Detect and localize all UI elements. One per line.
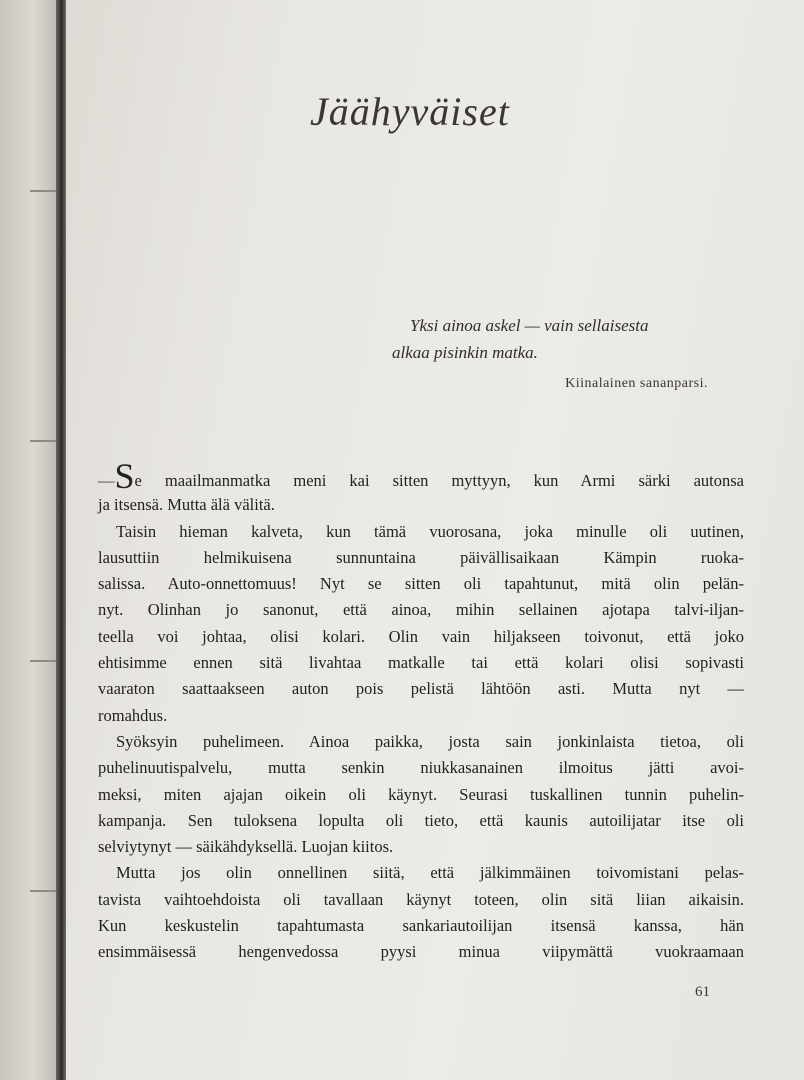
binding-stitch xyxy=(30,190,56,192)
text-line: ja itsensä. Mutta älä välitä. xyxy=(98,495,275,515)
epigraph xyxy=(392,312,712,366)
epigraph-line: Yksi ainoa askel — vain sellaisesta xyxy=(410,316,649,335)
text-line: Taisin hieman kalveta, kun tämä vuorosana, joka minulle oli uutinen, xyxy=(116,521,744,541)
binding-stitch xyxy=(30,440,56,442)
text-line: ensimmäisessä hengenvedossa pyysi minua viipymättä vuokraamaan xyxy=(98,942,744,962)
binding-stitch xyxy=(30,890,56,892)
text-line: ehtisimme ennen sitä livahtaa matkalle tai että kolari olisi sopivasti xyxy=(98,653,744,673)
text-line: nyt. Olinhan jo sanonut, että ainoa, mihin sellainen ajotapa talvi-iljan- xyxy=(98,600,744,620)
body-text xyxy=(98,456,744,966)
text-line: Mutta jos olin onnellinen siitä, että jälkimmäinen toivomistani pelas- xyxy=(116,863,744,883)
chapter-title: Jäähyväiset xyxy=(310,89,510,134)
text-line: salissa. Auto-onnettomuus! Nyt se sitten oli tapahtunut, mitä olin pelän- xyxy=(98,574,744,594)
text-line: lausuttiin helmikuisena sunnuntaina päivällisaikaan Kämpin ruoka- xyxy=(98,547,744,567)
text-line: romahdus. xyxy=(98,705,168,725)
text-line: puhelinuutispalvelu, mutta senkin niukkasanainen ilmoitus jätti avoi- xyxy=(98,758,744,778)
binding-stitch xyxy=(30,660,56,662)
opening-dash: — xyxy=(98,471,115,490)
text-line: teella voi johtaa, olisi kolari. Olin vain hiljakseen toivonut, että joko xyxy=(98,626,744,646)
epigraph-source: Kiinalainen sananparsi. xyxy=(565,376,708,391)
text-line: Syöksyin puhelimeen. Ainoa paikka, josta sain jonkinlaista tietoa, oli xyxy=(116,731,744,751)
text-line: meksi, miten ajajan oikein oli käynyt. Seurasi tuskallinen tunnin puhelin- xyxy=(98,784,744,804)
text-line: —Se maailmanmatka meni kai sitten myttyyn, kun Armi särki autonsa xyxy=(98,456,744,496)
text-line: vaaraton saattaakseen auton pois pelistä lähtöön asti. Mutta nyt — xyxy=(98,679,744,699)
text-line: kampanja. Sen tuloksena lopulta oli tieto, että kaunis autoilijatar itse oli xyxy=(98,810,744,830)
page-number: 61 xyxy=(695,984,710,1000)
epigraph-line: alkaa pisinkin matka. xyxy=(392,343,538,362)
drop-cap: S xyxy=(114,456,135,496)
book-page xyxy=(66,0,804,1080)
text-line: selviytynyt — säikähdyksellä. Luojan kiitos. xyxy=(98,837,394,857)
text-line: Kun keskustelin tapahtumasta sankariautoilijan itsensä kanssa, hän xyxy=(98,916,744,936)
facing-page-edge xyxy=(0,0,62,1080)
text-line: tavista vaihtoehdoista oli tavallaan käynyt toteen, olin sitä liian aikaisin. xyxy=(98,889,744,909)
